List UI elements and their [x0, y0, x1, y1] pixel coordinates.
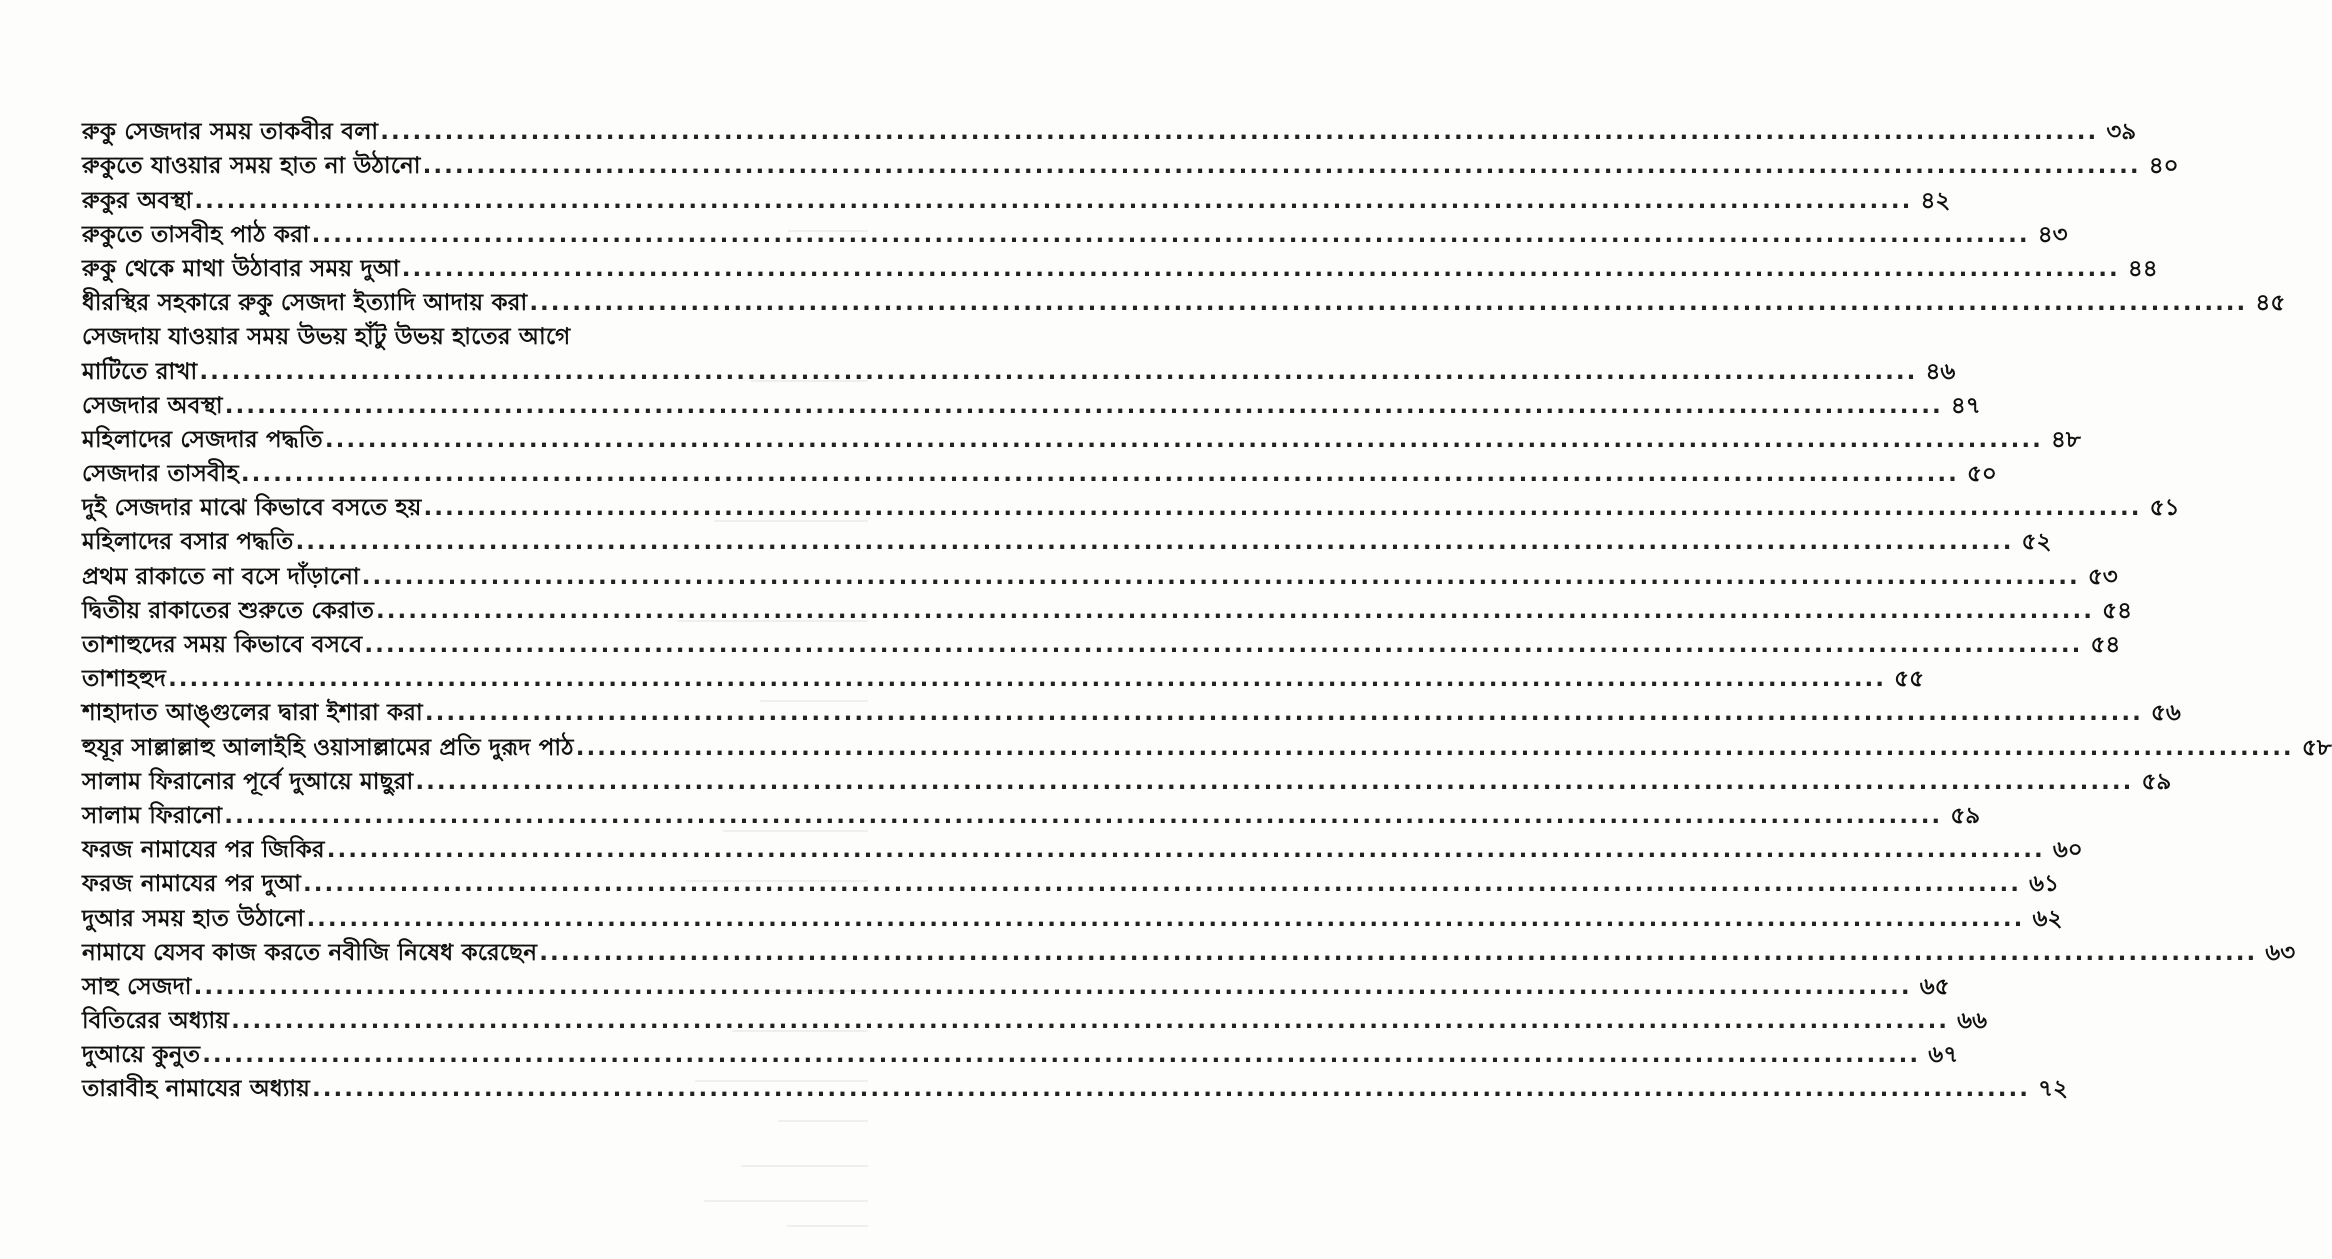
toc-entry-title: মহিলাদের বসার পদ্ধতি: [82, 529, 294, 556]
toc-entry-title: রুকু সেজদার সময় তাকবীর বলা: [82, 119, 379, 146]
toc-entry-page-number: ৬২: [2032, 905, 2063, 932]
toc-entry: [82, 281, 2286, 317]
toc-entry: [82, 931, 2296, 966]
show-through-mark: [741, 1165, 868, 1167]
show-through-mark: [788, 230, 868, 232]
toc-entry: [82, 452, 1997, 488]
toc-entry-title: দুআর সময় হাত উঠানো: [82, 905, 305, 932]
toc-leader-dots: ................................................................................................................................................................: [401, 255, 2120, 282]
toc-entry: [82, 178, 1951, 214]
toc-entry: [82, 691, 2181, 727]
show-through-mark: [751, 380, 868, 382]
toc-leader-dots: ................................................................................................................................................................: [361, 563, 2080, 590]
toc-leader-dots: ................................................................................................................................................................: [199, 358, 1918, 385]
toc-entry-title: রুকুতে যাওয়ার সময় হাত না উঠানো: [82, 153, 421, 180]
toc-entry-page-number: ৫৯: [2141, 768, 2172, 795]
toc-entry: [82, 486, 2180, 522]
show-through-mark: [769, 990, 868, 992]
toc-entry-page-number: ৬০: [2052, 837, 2083, 864]
toc-entry: [82, 965, 1950, 1000]
toc-entry: [82, 1033, 1959, 1069]
table-of-contents: [82, 110, 2332, 1103]
toc-leader-dots: ................................................................................................................................................................: [380, 119, 2099, 146]
toc-entry-page-number: ৪৬: [1925, 358, 1956, 385]
toc-entry-title: ফরজ নামাযের পর জিকির: [82, 837, 325, 864]
toc-entry: [82, 760, 2172, 795]
toc-leader-dots: ................................................................................................................................................................: [424, 700, 2143, 727]
toc-entry: [82, 144, 2179, 180]
toc-entry-page-number: ৩৯: [2106, 119, 2137, 146]
toc-entry: [82, 315, 790, 349]
show-through-mark: [677, 620, 868, 622]
toc-leader-dots: ................................................................................................................................................................: [376, 597, 2095, 624]
toc-entry: [82, 725, 2332, 761]
toc-leader-dots: ................................................................................................................................................................: [312, 1076, 2030, 1103]
toc-leader-dots: ................................................................................................................................................................: [575, 734, 2294, 761]
toc-entry-page-number: ৪৪: [2127, 255, 2158, 282]
toc-leader-dots: ................................................................................................................................................................: [529, 290, 2248, 317]
toc-entry-title: রুকুতে তাসবীহ পাঠ করা: [82, 221, 310, 248]
show-through-mark: [732, 1030, 868, 1032]
toc-leader-dots: ................................................................................................................................................................: [423, 495, 2142, 522]
toc-entry-title: ধীরস্থির সহকারে রুকু সেজদা ইত্যাদি আদায় করা: [82, 290, 528, 317]
toc-entry-title: শাহাদাত আঙ্গুলের দ্বারা ইশারা করা: [82, 700, 423, 727]
toc-entry-page-number: ৪৫: [2255, 290, 2286, 317]
toc-entry-title: মহিলাদের সেজদার পদ্ধতি: [82, 426, 323, 453]
toc-entry-title: ফরজ নামাযের পর দুআ: [82, 871, 302, 898]
toc-entry-title: দুই সেজদার মাঝে কিভাবে বসতে হয়: [82, 495, 422, 522]
toc-leader-dots: ................................................................................................................................................................: [539, 939, 2258, 966]
toc-entry: [82, 554, 2118, 590]
toc-entry: [82, 657, 1925, 693]
toc-entry-title: প্রথম রাকাতে না বসে দাঁড়ানো: [82, 563, 360, 590]
toc-leader-dots: ................................................................................................................................................................: [224, 392, 1943, 419]
toc-entry-title: তাশাহুদের সময় কিভাবে বসবে: [82, 632, 363, 658]
toc-leader-dots: ................................................................................................................................................................: [311, 221, 2030, 248]
toc-entry: [82, 384, 1981, 419]
toc-entry: [82, 999, 1988, 1035]
toc-leader-dots: ................................................................................................................................................................: [303, 871, 2021, 898]
toc-entry-page-number: ৫৫: [1894, 666, 1925, 693]
toc-entry-page-number: ৫৬: [2150, 700, 2181, 727]
toc-entry: [82, 828, 2083, 864]
toc-leader-dots: ................................................................................................................................................................: [295, 529, 2014, 556]
toc-entry: [82, 110, 2137, 146]
toc-entry-page-number: ৪৭: [1950, 392, 1981, 419]
toc-leader-dots: ................................................................................................................................................................: [306, 905, 2025, 932]
toc-entry: [82, 623, 2121, 658]
toc-entry-page-number: ৬৬: [1957, 1008, 1988, 1035]
toc-entry-page-number: ৪৮: [2050, 426, 2081, 453]
show-through-mark: [686, 880, 868, 882]
toc-entry-title: হুযূর সাল্লাল্লাহু আলাইহি ওয়াসাল্লামের প্রতি দুরূদ পাঠ: [82, 734, 574, 761]
toc-entry-title: সালাম ফিরানোর পূর্বে দুআয়ে মাছুরা: [82, 768, 414, 795]
toc-leader-dots: ................................................................................................................................................................: [224, 802, 1943, 829]
toc-entry: [82, 247, 2158, 282]
toc-entry-page-number: ৫১: [2149, 495, 2180, 522]
toc-entry-page-number: ৬৭: [1928, 1042, 1959, 1069]
toc-entry-title: সেজদার অবস্থা: [82, 392, 223, 419]
toc-entry-title: মাটিতে রাখা: [82, 358, 198, 385]
toc-entry-title: তাশাহহুদ: [82, 666, 167, 693]
show-through-mark: [704, 1200, 868, 1202]
toc-entry: [82, 213, 2068, 248]
toc-entry-page-number: ৫৮: [2301, 734, 2332, 761]
toc-entry: [82, 418, 2081, 453]
toc-entry-page-number: ৫০: [1966, 461, 1997, 488]
toc-leader-dots: ................................................................................................................................................................: [231, 1008, 1950, 1035]
toc-leader-dots: ................................................................................................................................................................: [415, 768, 2134, 795]
toc-entry: [82, 1067, 2068, 1103]
toc-entry-title: দ্বিতীয় রাকাতের শুরুতে কেরাত: [82, 597, 375, 624]
toc-entry-title: তারাবীহ নামাযের অধ্যায়: [82, 1076, 311, 1103]
toc-entry-page-number: ৭২: [2038, 1076, 2068, 1103]
toc-entry-page-number: ৪২: [1920, 187, 1951, 214]
show-through-mark: [723, 830, 868, 832]
toc-entry-page-number: ৫৩: [2087, 563, 2118, 590]
toc-entry-title: বিতিরের অধ্যায়: [82, 1008, 230, 1035]
toc-entry-page-number: ৫৪: [2090, 632, 2121, 658]
toc-leader-dots: ................................................................................................................................................................: [202, 1042, 1921, 1069]
toc-leader-dots: ................................................................................................................................................................: [364, 632, 2083, 658]
toc-entry-title: সেজদায় যাওয়ার সময় উভয় হাঁটু উভয় হাতের আগে: [82, 324, 571, 351]
show-through-mark: [760, 700, 868, 702]
toc-entry: [82, 896, 2063, 932]
toc-entry: [82, 862, 2059, 898]
toc-entry-title: রুকু থেকে মাথা উঠাবার সময় দুআ: [82, 255, 400, 282]
show-through-mark: [714, 520, 868, 522]
toc-leader-dots: ................................................................................................................................................................: [326, 837, 2045, 864]
toc-entry-page-number: ৫২: [2021, 529, 2052, 556]
toc-leader-dots: ................................................................................................................................................................: [422, 153, 2141, 180]
show-through-mark: [695, 1080, 868, 1082]
toc-entry-title: সাহু সেজদা: [82, 973, 192, 1000]
toc-leader-dots: ................................................................................................................................................................: [193, 973, 1912, 1000]
toc-entry-page-number: ৫৯: [1950, 802, 1981, 829]
toc-entry-page-number: ৫৪: [2102, 597, 2133, 624]
toc-entry-title: সালাম ফিরানো: [82, 802, 223, 829]
toc-leader-dots: ................................................................................................................................................................: [240, 461, 1959, 488]
show-through-mark: [787, 1225, 868, 1227]
toc-entry-page-number: ৬৩: [2265, 939, 2296, 966]
toc-entry-page-number: ৪০: [2148, 153, 2179, 180]
toc-entry-title: রুকুর অবস্থা: [82, 187, 193, 214]
toc-entry-title: নামাযে যেসব কাজ করতে নবীজি নিষেধ করেছেন: [82, 939, 538, 966]
toc-entry-page-number: ৬১: [2029, 871, 2059, 898]
toc-leader-dots: ................................................................................................................................................................: [168, 666, 1887, 693]
show-through-mark: [778, 1120, 868, 1122]
toc-entry-page-number: ৪৩: [2037, 221, 2068, 248]
toc-entry: [82, 349, 1956, 385]
toc-entry-title: দুআয়ে কুনুত: [82, 1042, 201, 1069]
toc-entry-title: সেজদার তাসবীহ: [82, 461, 239, 488]
toc-leader-dots: ................................................................................................................................................................: [324, 426, 2043, 453]
toc-entry: [82, 794, 1981, 829]
toc-entry: [82, 589, 2133, 624]
toc-entry-page-number: ৬৫: [1919, 973, 1950, 1000]
toc-entry: [82, 520, 2052, 556]
toc-leader-dots: ................................................................................................................................................................: [194, 187, 1913, 214]
